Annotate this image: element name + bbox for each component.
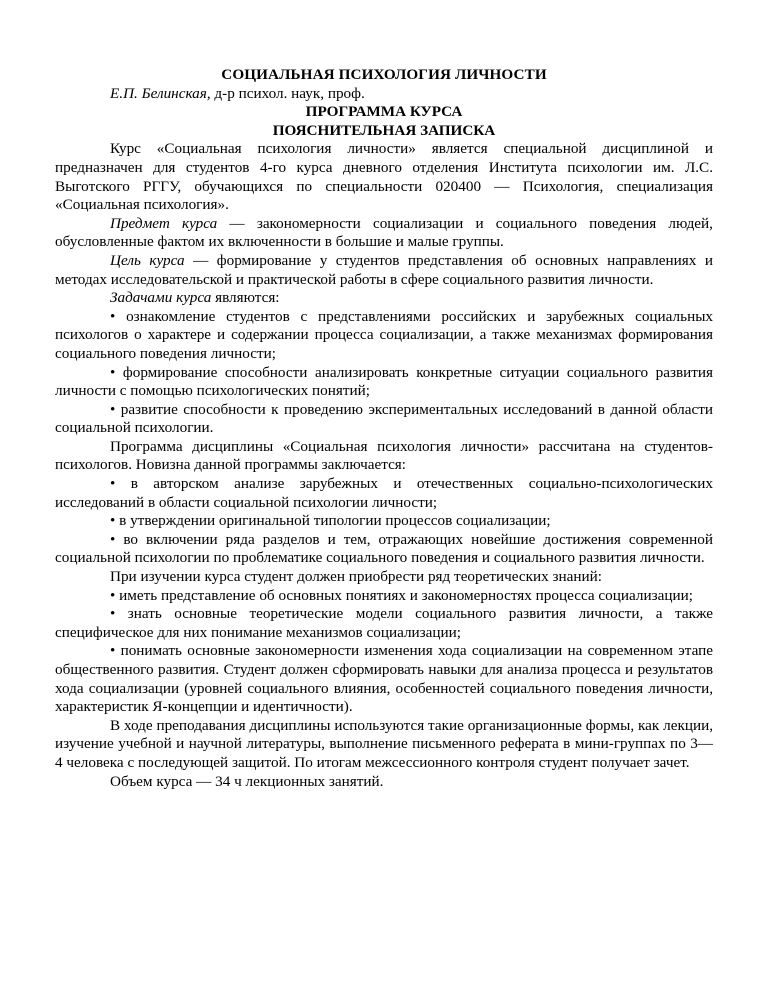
tasks-label: Задачами курса xyxy=(110,289,212,307)
list-item: • во включении ряда разделов и тем, отражающих новейшие достижения современной социальной психологии по проблематике социального поведения и социального развития личности. xyxy=(55,530,713,567)
paragraph-tasks-intro xyxy=(55,289,713,308)
author-name: Е.П. Белинская, xyxy=(110,84,211,102)
subject-text: — закономерности социализации и социального поведения людей, обусловленные фактом их включенности в большие и малые группы. xyxy=(55,214,713,251)
list-item: • понимать основные закономерности изменения хода социализации на современном этапе общественного развития. Студент должен сформировать навыки для анализа процесса и результатов хода социализации (уровней социального влияния, особенностей социального поведения личности, характеристик Я-концепции и идентичности). xyxy=(55,642,713,716)
paragraph-novelty-intro: Программа дисциплины «Социальная психология личности» рассчитана на студентов-психологов. Новизна данной программы заключается: xyxy=(55,437,713,474)
paragraph-knowledge-intro: При изучении курса студент должен приобрести ряд теоретических знаний: xyxy=(110,568,602,586)
list-item: • развитие способности к проведению экспериментальных исследований в данной области социальной психологии. xyxy=(55,400,713,437)
paragraph-course-volume: Объем курса — 34 ч лекционных занятий. xyxy=(110,772,384,790)
document-page xyxy=(55,66,713,791)
paragraph-course-intro: Курс «Социальная психология личности» является специальной дисциплиной и предназначен для студентов 4-го курса дневного отделения Института психологии им. Л.С. Выготского РГГУ, обучающихся по специальности 020400 — Психология, специализация «Социальная психология». xyxy=(55,140,713,214)
list-item: • знать основные теоретические модели социального развития личности, а также специфическое для них понимание механизмов социализации; xyxy=(55,605,713,641)
list-item: • иметь представление об основных понятиях и закономерностях процесса социализации; xyxy=(110,586,693,604)
document-title: СОЦИАЛЬНАЯ ПСИХОЛОГИЯ ЛИЧНОСТИ xyxy=(221,66,547,83)
list-item: • ознакомление студентов с представлениями российских и зарубежных социальных психологов о характере и содержании процесса социализации, а также механизмах формирования социального поведения личности; xyxy=(55,307,713,362)
goal-label: Цель курса xyxy=(110,251,185,269)
heading-program: ПРОГРАММА КУРСА xyxy=(305,103,463,121)
paragraph-subject xyxy=(55,215,713,252)
paragraph-goal xyxy=(55,252,713,289)
list-item: • формирование способности анализировать конкретные ситуации социального развития личности с помощью психологических понятий; xyxy=(55,363,713,400)
author-line xyxy=(55,85,713,104)
author-credentials: д-р психол. наук, проф. xyxy=(210,84,365,102)
paragraph-teaching-forms: В ходе преподавания дисциплины используются такие организационные формы, как лекции, изучение учебной и научной литературы, выполнение письменного реферата в мини-группах по 3—4 человека с последующей защитой. По итогам межсессионного контроля студент получает зачет. xyxy=(55,716,713,771)
list-item: • в авторском анализе зарубежных и отечественных социально-психологических исследований в области социальной психологии личности; xyxy=(55,475,713,511)
tasks-text: являются: xyxy=(211,289,280,307)
goal-text: — формирование у студентов представления об основных направлениях и методах исследовательской и практической работы в сфере социального развития личности. xyxy=(55,251,714,288)
list-item: • в утверждении оригинальной типологии процессов социализации; xyxy=(110,512,551,530)
subject-label: Предмет курса xyxy=(110,214,218,232)
heading-explanatory-note: ПОЯСНИТЕЛЬНАЯ ЗАПИСКА xyxy=(272,121,496,139)
